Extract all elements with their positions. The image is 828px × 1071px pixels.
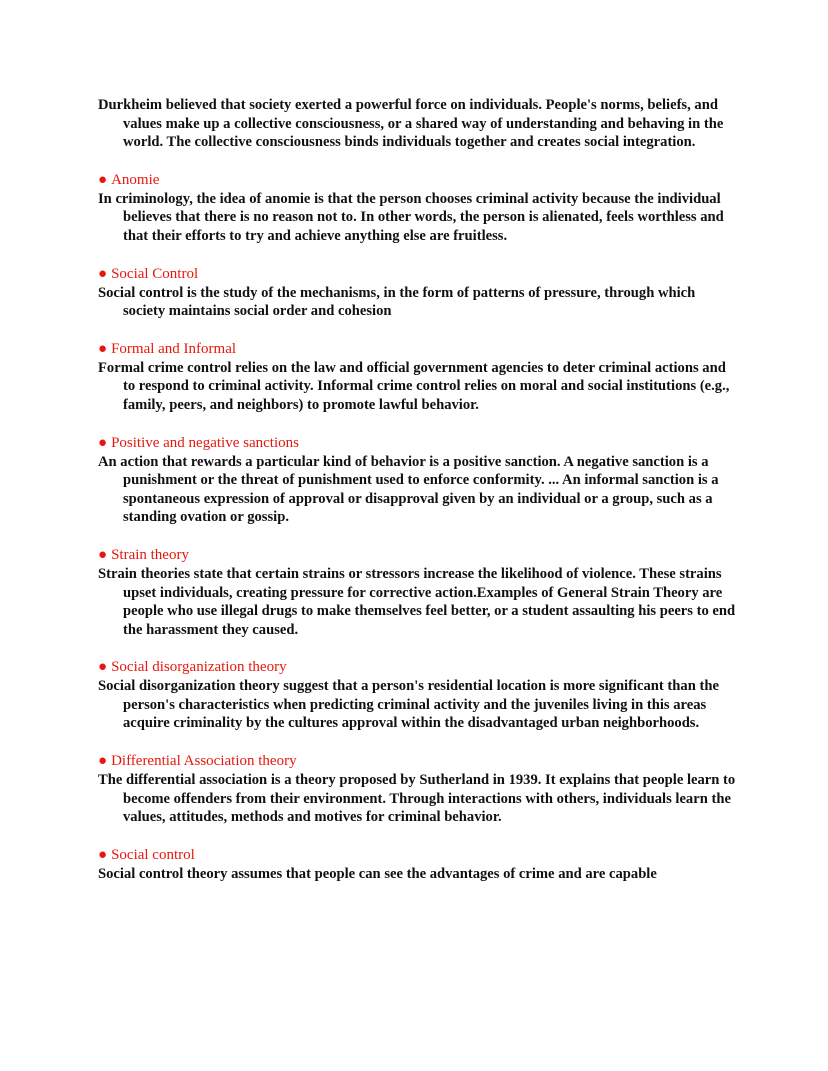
section-heading [98,171,738,190]
bullet-icon: ● [98,846,108,863]
section-strain-theory [98,546,738,639]
section-heading-text: Social control [111,846,195,863]
section-social-disorganization [98,658,738,733]
section-body: Formal crime control relies on the law and official government agencies to deter criminal actions and to respond to criminal activity. Informal crime control relies on moral and social institutions (e.g., family, peers, and neighbors) to promote lawful behavior. [98,359,730,413]
section-heading [98,546,738,565]
bullet-icon: ● [98,171,108,188]
section-formal-informal [98,340,738,415]
bullet-icon: ● [98,753,108,770]
section-social-control [98,265,738,321]
section-heading-text: Anomie [111,171,160,188]
section-body: Social control is the study of the mechanisms, in the form of patterns of pressure, through which society maintains social order and cohesion [98,284,696,320]
section-heading [98,434,738,453]
section-social-control-theory [98,846,738,884]
section-heading [98,846,738,865]
section-heading-text: Social Control [111,265,199,282]
section-body: Social disorganization theory suggest that a person's residential location is more significant than the person's characteristics when predicting criminal activity and the juveniles living in this areas acquire criminality by the cultures approval within the disadvantaged urban neighborhoods. [98,678,719,732]
section-body: Strain theories state that certain strains or stressors increase the likelihood of violence. These strains upset individuals, creating pressure for corrective action.Examples of General Strain Theory are people who use illegal drugs to make themselves feel better, or a student assaulting his peers to end the harassment they caused. [98,565,736,638]
section-heading-text: Social disorganization theory [111,659,287,676]
section-heading-text: Differential Association theory [111,753,297,770]
bullet-icon: ● [98,340,108,357]
bullet-icon: ● [98,434,108,451]
section-body: Social control theory assumes that people can see the advantages of crime and are capable [98,865,657,882]
section-anomie [98,171,738,246]
section-sanctions [98,434,738,527]
section-heading-text: Strain theory [111,546,189,563]
section-body: The differential association is a theory proposed by Sutherland in 1939. It explains that people learn to become offenders from their environment. Through interactions with others, individuals learn the values, attitudes, methods and motives for criminal behavior. [98,772,736,826]
section-heading-text: Formal and Informal [111,340,237,357]
document-page [98,96,738,902]
section-body: In criminology, the idea of anomie is that the person chooses criminal activity because the individual believes that there is no reason not to. In other words, the person is alienated, feels worthless and that their efforts to try and achieve anything else are fruitless. [98,190,724,244]
section-heading [98,752,738,771]
section-differential-association [98,752,738,827]
intro-paragraph: Durkheim believed that society exerted a powerful force on individuals. People's norms, beliefs, and values make up a collective consciousness, or a shared way of understanding and behaving in the world. The collective consciousness binds individuals together and creates social integration. [98,97,724,151]
bullet-icon: ● [98,659,108,676]
section-heading [98,658,738,677]
bullet-icon: ● [98,265,108,282]
section-heading [98,265,738,284]
section-body: An action that rewards a particular kind of behavior is a positive sanction. A negative sanction is a punishment or the threat of punishment used to enforce conformity. ... An informal sanction is a spontaneous expression of approval or disapproval given by an individual or a group, such as a standing ovation or gossip. [98,453,719,526]
section-heading [98,340,738,359]
section-heading-text: Positive and negative sanctions [111,434,299,451]
bullet-icon: ● [98,546,108,563]
